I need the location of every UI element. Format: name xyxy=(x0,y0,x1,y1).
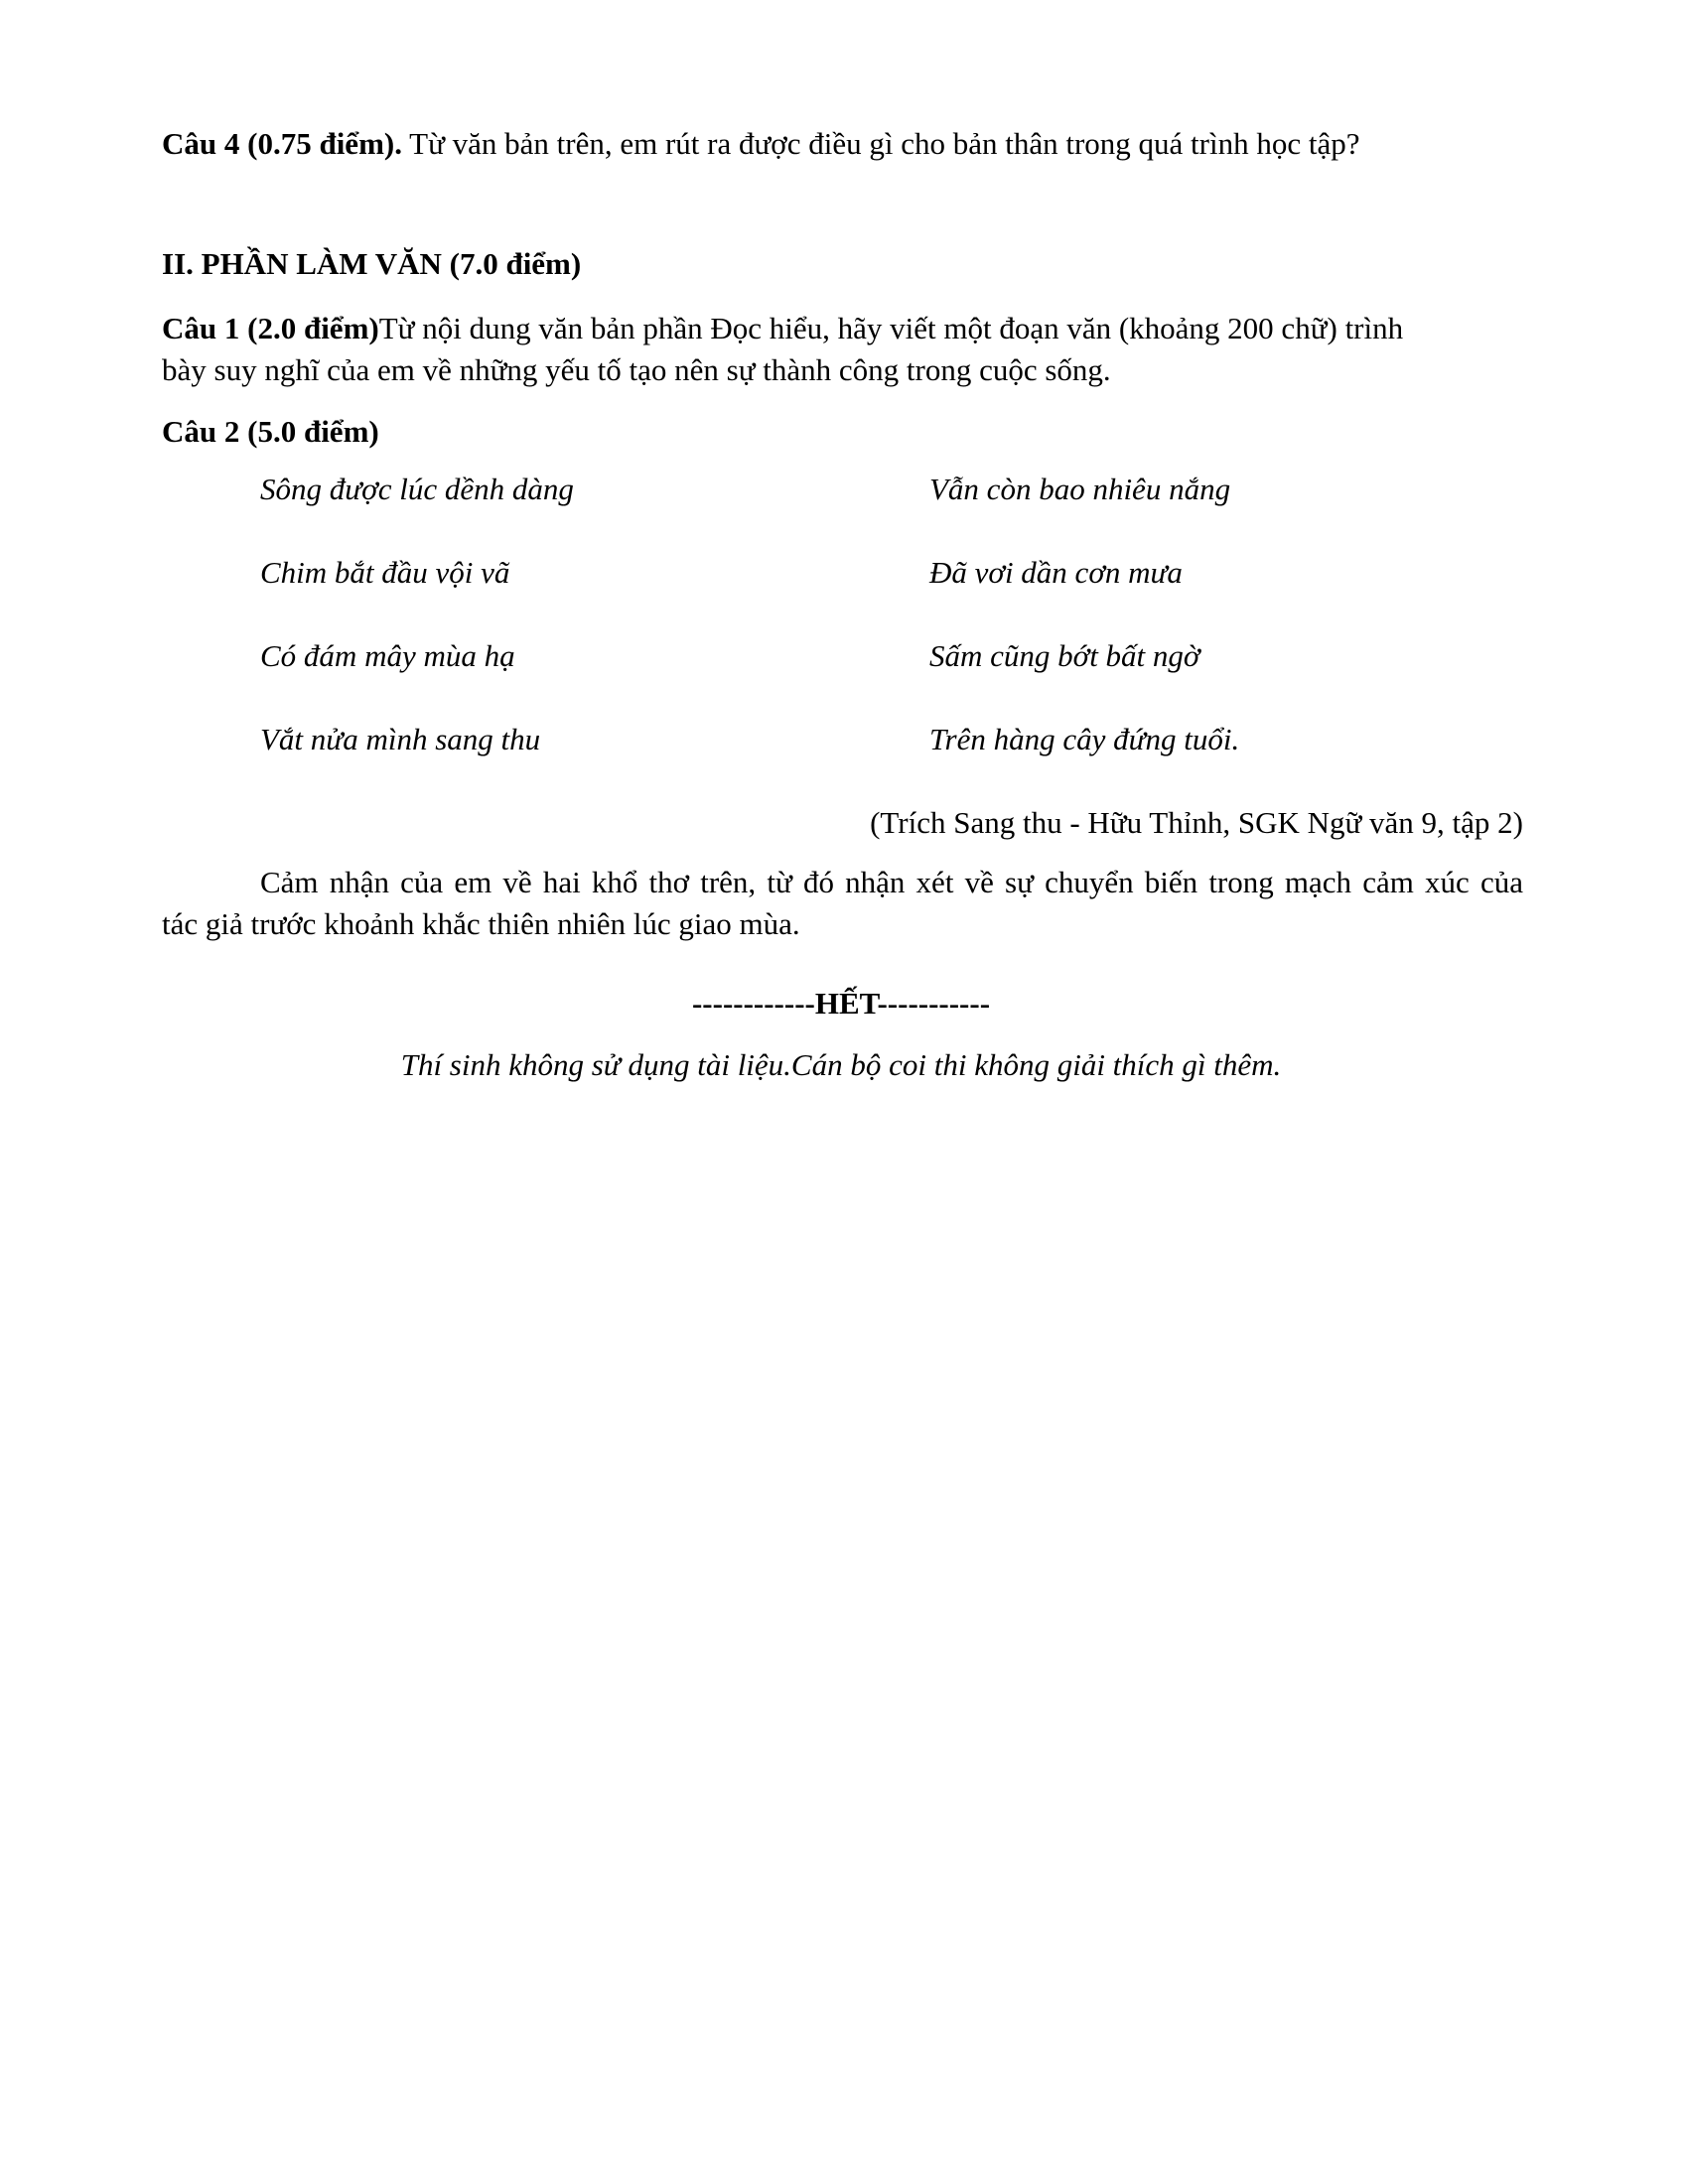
poem-source: (Trích Sang thu - Hữu Thỉnh, SGK Ngữ văn 9, tập 2) xyxy=(870,805,1523,840)
poem-right-line-3: Sấm cũng bớt bất ngờ xyxy=(929,638,1200,673)
exam-note: Thí sinh không sử dụng tài liệu.Cán bộ coi thi không giải thích gì thêm. xyxy=(400,1047,1282,1082)
writing-question-1-line2: bày suy nghĩ của em về những yếu tố tạo nên sự thành công trong cuộc sống. xyxy=(162,352,1111,387)
writing-question-1-text: Từ nội dung văn bản phần Đọc hiểu, hãy viết một đoạn văn (khoảng 200 chữ) trình xyxy=(378,311,1404,345)
section-2-heading: II. PHẦN LÀM VĂN (7.0 điểm) xyxy=(162,246,582,281)
poem-left-line-1: Sông được lúc dềnh dàng xyxy=(260,472,574,506)
poem-right-line-2: Đã vơi dần cơn mưa xyxy=(929,555,1183,590)
writing-question-1-line1 xyxy=(162,308,1403,349)
question-4-label: Câu 4 (0.75 điểm). xyxy=(162,126,402,161)
question-4-text: Từ văn bản trên, em rút ra được điều gì cho bản thân trong quá trình học tập? xyxy=(401,126,1360,161)
poem-left-line-4: Vắt nửa mình sang thu xyxy=(260,722,541,756)
writing-question-2-label: Câu 2 (5.0 điểm) xyxy=(162,414,379,449)
prompt-line-2: tác giả trước khoảnh khắc thiên nhiên lúc giao mùa. xyxy=(162,906,800,941)
poem-right-line-1: Vẫn còn bao nhiêu nắng xyxy=(929,472,1231,506)
poem-left-line-2: Chim bắt đầu vội vã xyxy=(260,555,510,590)
poem-right-line-4: Trên hàng cây đứng tuổi. xyxy=(929,722,1240,756)
poem-left-line-3: Có đám mây mùa hạ xyxy=(260,638,515,673)
writing-question-1-label: Câu 1 (2.0 điểm) xyxy=(162,311,379,345)
prompt-line-1: Cảm nhận của em về hai khổ thơ trên, từ đó nhận xét về sự chuyển biến trong mạch cảm xúc của xyxy=(260,865,1523,899)
question-4 xyxy=(162,123,1359,165)
end-marker: ------------HẾT----------- xyxy=(691,986,991,1021)
